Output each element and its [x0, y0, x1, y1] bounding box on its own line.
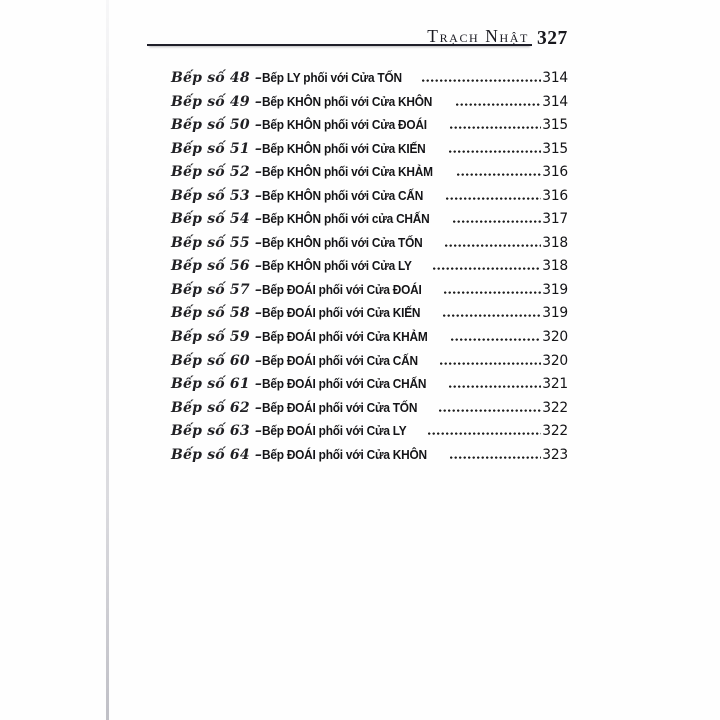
toc-entry-label: Bếp số 58 –: [171, 305, 263, 322]
dot-leader-icon: [443, 314, 541, 317]
toc-entry-title: Bếp ĐOÁI phối với Cửa KHÔN: [262, 446, 427, 462]
toc-entry-page: 320: [542, 329, 568, 346]
toc-entry-label: Bếp số 57 –: [171, 281, 263, 298]
toc-entry: [171, 349, 568, 373]
toc-entry-label: Bếp số 48 –: [171, 70, 263, 86]
toc-entry-page: 322: [542, 399, 568, 416]
toc-entry-page: 318: [542, 234, 568, 251]
toc-entry: [171, 207, 568, 231]
toc-entry-label: Bếp số 60 –: [171, 352, 263, 369]
toc-entry-page: 315: [542, 117, 568, 134]
toc-entry: [171, 325, 568, 349]
toc-entry: [171, 278, 568, 302]
toc-entry-title: Bếp ĐOÁI phối với Cửa KHẢM: [262, 329, 428, 345]
toc-entry-page: 318: [542, 258, 568, 275]
toc-entry-label: Bếp số 53 –: [171, 187, 263, 204]
toc-entry-title: Bếp ĐOÁI phối với Cửa KIẾN: [262, 305, 421, 321]
toc-entry-page: 314: [542, 70, 568, 86]
toc-entry-page: 322: [542, 423, 568, 440]
toc-entry-label: Bếp số 54 –: [171, 211, 263, 228]
toc-entry: [171, 160, 568, 184]
toc-entry: [171, 419, 568, 443]
toc-entry-title: Bếp KHÔN phối với Cửa TỐN: [262, 234, 423, 250]
page-crease-line: [106, 0, 109, 720]
toc-entry-label: Bếp số 64 –: [171, 446, 263, 463]
toc-entry-title: Bếp KHÔN phối với Cửa KHẢM: [262, 164, 433, 180]
toc-entry-title: Bếp KHÔN phối với Cửa CẤN: [262, 187, 424, 203]
toc-entry-label: Bếp số 59 –: [171, 329, 263, 346]
toc-entry-title: Bếp KHÔN phối với Cửa ĐOÁI: [262, 117, 427, 133]
toc-entry-page: 316: [542, 187, 568, 204]
toc-entry-title: Bếp ĐOÁI phối với Cửa ĐOÁI: [262, 281, 422, 297]
toc-entry-label: Bếp số 55 –: [171, 234, 263, 251]
toc-entry: [171, 184, 568, 208]
toc-entry: [171, 443, 568, 467]
toc-entry-label: Bếp số 56 –: [171, 258, 263, 275]
toc-entry: [171, 113, 568, 137]
toc-entry-label: Bếp số 52 –: [171, 164, 263, 181]
toc-entry: [171, 66, 568, 90]
toc-entry: [171, 396, 568, 420]
page-number: 327: [537, 28, 568, 49]
dot-leader-icon: [433, 267, 541, 270]
dot-leader-icon: [456, 103, 541, 106]
toc-entry: [171, 301, 568, 325]
toc-entry-title: Bếp KHÔN phối với cửa CHẤN: [262, 211, 430, 227]
toc-entry: [171, 231, 568, 255]
dot-leader-icon: [453, 220, 541, 223]
dot-leader-icon: [457, 173, 541, 176]
toc-entry-page: 320: [542, 352, 568, 369]
toc-entry-title: Bếp KHÔN phối với Cửa KIẾN: [262, 140, 426, 156]
toc-entry-label: Bếp số 61 –: [171, 376, 263, 393]
dot-leader-icon: [449, 150, 542, 153]
toc-entry-label: Bếp số 62 –: [171, 399, 263, 416]
toc-entry-page: 315: [542, 140, 568, 157]
dot-leader-icon: [445, 244, 541, 247]
toc-entry-title: Bếp ĐOÁI phối với Cửa LY: [262, 423, 407, 439]
dot-leader-icon: [451, 338, 541, 341]
toc-entry-title: Bếp LY phối với Cửa TỐN: [262, 70, 402, 85]
dot-leader-icon: [446, 197, 541, 200]
toc-entry-title: Bếp ĐOÁI phối với Cửa TỐN: [262, 399, 418, 415]
dot-leader-icon: [444, 291, 541, 294]
dot-leader-icon: [422, 79, 541, 82]
toc-entry-page: 323: [542, 446, 568, 463]
dot-leader-icon: [428, 432, 542, 435]
toc-entry-page: 321: [542, 376, 568, 393]
toc-entry-page: 316: [542, 164, 568, 181]
toc-entry-label: Bếp số 51 –: [171, 140, 263, 157]
toc-entry-page: 319: [542, 305, 568, 322]
toc-entry-page: 317: [542, 211, 568, 228]
dot-leader-icon: [449, 385, 541, 388]
toc-list: [171, 66, 568, 466]
dot-leader-icon: [440, 362, 541, 365]
dot-leader-icon: [450, 126, 541, 129]
toc-entry-label: Bếp số 50 –: [171, 117, 263, 134]
running-title: Trạch Nhật: [427, 26, 529, 46]
dot-leader-icon: [439, 409, 541, 412]
dot-leader-icon: [450, 456, 541, 459]
toc-entry-title: Bếp ĐOÁI phối với Cửa CHẤN: [262, 376, 427, 392]
toc-entry-page: 319: [542, 281, 568, 298]
toc-entry-title: Bếp KHÔN phối với Cửa LY: [262, 258, 412, 274]
toc-entry-title: Bếp KHÔN phối với Cửa KHÔN: [262, 93, 433, 109]
toc-entry-page: 314: [542, 93, 568, 110]
toc-entry: [171, 137, 568, 161]
toc-entry-title: Bếp ĐOÁI phối với Cửa CẤN: [262, 352, 418, 368]
header-rule: [147, 26, 532, 46]
toc-entry: [171, 90, 568, 114]
toc-entry-label: Bếp số 49 –: [171, 93, 263, 110]
toc-entry: [171, 372, 568, 396]
toc-entry: [171, 254, 568, 278]
toc-entry-label: Bếp số 63 –: [171, 423, 263, 440]
